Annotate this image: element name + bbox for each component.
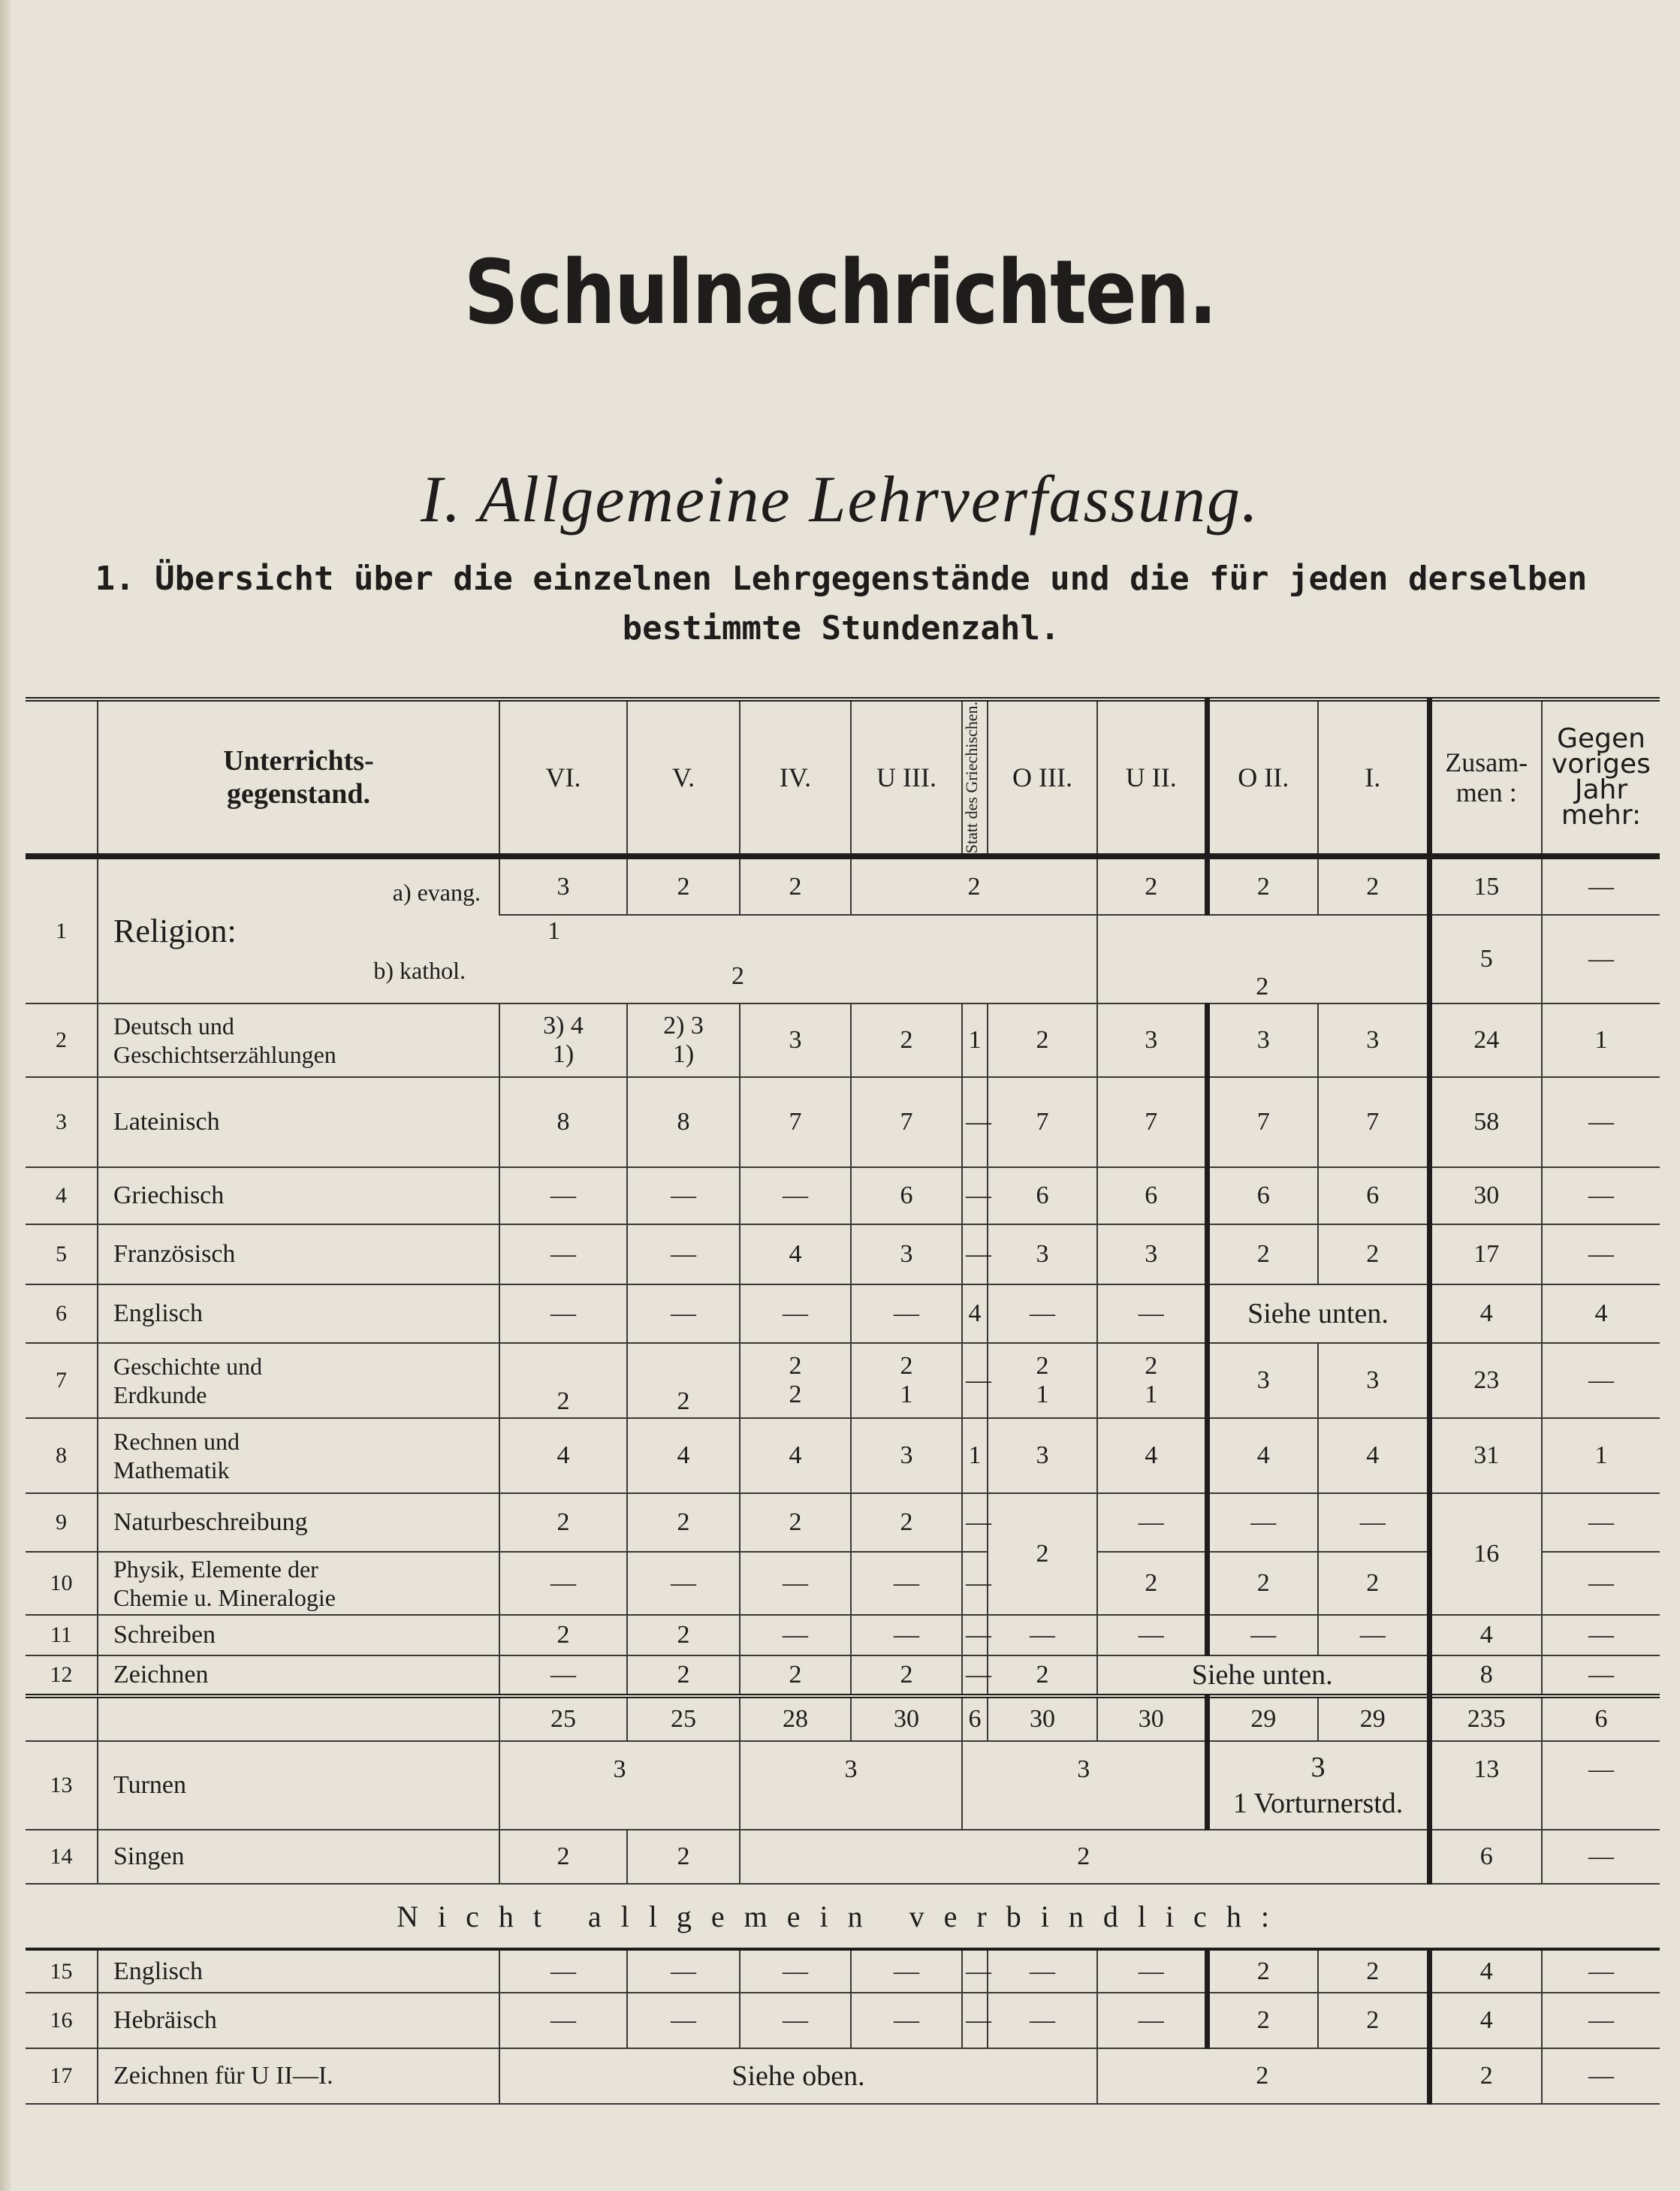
franz-oiii: 3 [988,1224,1097,1284]
griechisch-iv: — [740,1167,851,1224]
subject-cell: Englisch [98,1284,499,1343]
natur-iv: 2 [740,1493,851,1552]
hebr-vi: — [499,1993,627,2048]
hebr-diff: — [1542,1993,1660,2048]
table-row [26,2048,1660,2104]
englisch-vi: — [499,1284,627,1343]
turnen-iv-uiii: 3 [740,1741,962,1830]
opt-englisch-iv: — [740,1949,851,1993]
total-statt: 6 [962,1696,988,1741]
table-row [26,856,1660,915]
row-number: 8 [26,1418,98,1493]
latein-diff: — [1542,1077,1660,1167]
row-number: 12 [26,1655,98,1696]
row-number: 7 [26,1343,98,1418]
rechnen-statt: 1 [962,1418,988,1493]
kathol-lower [499,915,1097,1003]
zeichnen-ii-upper: 2 [1097,2048,1429,2104]
latein-uii: 7 [1097,1077,1207,1167]
evang-uiii-oiii: 2 [851,856,1097,915]
subject-cell: Schreiben [98,1615,499,1655]
physik-diff: — [1542,1552,1660,1615]
schreiben-uii: — [1097,1615,1207,1655]
natur-uiii: 2 [851,1493,962,1552]
turnen-oii-i: 3 1 Vorturnerstd. [1207,1741,1429,1830]
total-oii: 29 [1207,1696,1318,1741]
table-row [26,1077,1660,1167]
table-row [26,1615,1660,1655]
hebr-v: — [627,1993,740,2048]
zeichnen-ii-diff: — [1542,2048,1660,2104]
i-header: I. [1318,699,1429,856]
total-uii: 30 [1097,1696,1207,1741]
evang-i: 2 [1318,856,1429,915]
totals-nr [26,1696,98,1741]
franz-uii: 3 [1097,1224,1207,1284]
deutsch-iv: 3 [740,1003,851,1077]
zeichnen-iv: 2 [740,1655,851,1696]
rechnen-uii: 4 [1097,1418,1207,1493]
table-row [26,1830,1660,1884]
opt-englisch-oiii: — [988,1949,1097,1993]
religion-label: Religion: [113,912,237,949]
englisch-sum: 4 [1429,1284,1542,1343]
opt-englisch-uii: — [1097,1949,1207,1993]
englisch-uii: — [1097,1284,1207,1343]
singen-sum: 6 [1429,1830,1542,1884]
latein-vi: 8 [499,1077,627,1167]
uiii-header: U III. [851,699,962,856]
singen-diff: — [1542,1830,1660,1884]
griechisch-oii: 6 [1207,1167,1318,1224]
evang-oii: 2 [1207,856,1318,915]
physik-i: 2 [1318,1552,1429,1615]
table-row [26,1655,1660,1696]
physik-v: — [627,1552,740,1615]
row-number: 3 [26,1077,98,1167]
subject-cell [98,856,499,1003]
table-row [26,1949,1660,1993]
row-number: 6 [26,1284,98,1343]
griechisch-vi: — [499,1167,627,1224]
zusammen-header: Zusam- men : [1429,699,1542,856]
physik-uiii: — [851,1552,962,1615]
physik-oii: 2 [1207,1552,1318,1615]
franz-vi: — [499,1224,627,1284]
deutsch-v: 2) 3 1) [627,1003,740,1077]
hebr-oii: 2 [1207,1993,1318,2048]
uii-header: U II. [1097,699,1207,856]
natur-statt: — [962,1493,988,1552]
table-row [26,1741,1660,1830]
opt-englisch-sum: 4 [1429,1949,1542,1993]
rechnen-oii: 4 [1207,1418,1318,1493]
rechnen-oiii: 3 [988,1418,1097,1493]
turnen-diff: — [1542,1741,1660,1830]
evang-label: a) evang. [392,878,481,906]
table-row [26,1493,1660,1552]
row-number: 10 [26,1552,98,1615]
singen-vi: 2 [499,1830,627,1884]
total-sum: 235 [1429,1696,1542,1741]
rechnen-iv: 4 [740,1418,851,1493]
geschichte-uiii: 2 1 [851,1343,962,1418]
franz-sum: 17 [1429,1224,1542,1284]
schedule-table [26,697,1660,2105]
natur-physik-oiii: 2 [988,1493,1097,1615]
kathol-sum: 5 [1429,915,1542,1003]
total-v: 25 [627,1696,740,1741]
evang-sum: 15 [1429,856,1542,915]
subheading-line-1: 1. Übersicht über die einzelnen Lehrgegenstände und die für jeden derselben [95,560,1588,598]
totals-label [98,1696,499,1741]
subject-cell: Physik, Elemente der Chemie u. Mineralogie [98,1552,499,1615]
opt-englisch-statt: — [962,1949,988,1993]
schreiben-oii: — [1207,1615,1318,1655]
total-diff: 6 [1542,1696,1660,1741]
evang-diff: — [1542,856,1660,915]
kathol-label: b) kathol. [373,956,466,984]
opt-englisch-v: — [627,1949,740,1993]
rechnen-vi: 4 [499,1418,627,1493]
franz-uiii: 3 [851,1224,962,1284]
subject-cell: Zeichnen [98,1655,499,1696]
geschichte-sum: 23 [1429,1343,1542,1418]
oiii-header: O III. [988,699,1097,856]
deutsch-sum: 24 [1429,1003,1542,1077]
kathol-diff: — [1542,915,1660,1003]
subheading [90,554,1592,653]
hebr-uii: — [1097,1993,1207,2048]
schreiben-statt: — [962,1615,988,1655]
franz-iv: 4 [740,1224,851,1284]
englisch-uiii: — [851,1284,962,1343]
kathol-upper: 2 [1097,915,1429,1003]
subject-cell: Lateinisch [98,1077,499,1167]
vi-header: VI. [499,699,627,856]
row-number: 14 [26,1830,98,1884]
natur-vi: 2 [499,1493,627,1552]
nr-header [26,699,98,856]
total-vi: 25 [499,1696,627,1741]
schreiben-oiii: — [988,1615,1097,1655]
natur-i: — [1318,1493,1429,1552]
geschichte-oiii: 2 1 [988,1343,1097,1418]
subject-cell: Zeichnen für U II—I. [98,2048,499,2104]
griechisch-statt: — [962,1167,988,1224]
opt-englisch-i: 2 [1318,1949,1429,1993]
englisch-siehe-unten: Siehe unten. [1207,1284,1429,1343]
kathol-vi: 1 [547,917,560,946]
zeichnen-ii-siehe-oben: Siehe oben. [499,2048,1097,2104]
franz-v: — [627,1224,740,1284]
franz-statt: — [962,1224,988,1284]
opt-englisch-diff: — [1542,1949,1660,1993]
row-number: 9 [26,1493,98,1552]
deutsch-vi: 3) 4 1) [499,1003,627,1077]
hebr-uiii: — [851,1993,962,2048]
physik-statt: — [962,1552,988,1615]
griechisch-sum: 30 [1429,1167,1542,1224]
latein-iv: 7 [740,1077,851,1167]
subject-cell: Naturbeschreibung [98,1493,499,1552]
iv-header: IV. [740,699,851,856]
griechisch-oiii: 6 [988,1167,1097,1224]
subject-cell: Englisch [98,1949,499,1993]
subject-cell: Turnen [98,1741,499,1830]
statt-label: Statt des Griechischen. [962,702,981,854]
zeichnen-oiii: 2 [988,1655,1097,1696]
griechisch-diff: — [1542,1167,1660,1224]
subject-cell: Singen [98,1830,499,1884]
latein-sum: 58 [1429,1077,1542,1167]
zeichnen-uiii: 2 [851,1655,962,1696]
optional-note: Nicht allgemein verbindlich: [26,1884,1660,1949]
geschichte-i: 3 [1318,1343,1429,1418]
header-row [26,699,1660,856]
subject-header: Unterrichts- gegenstand. [98,699,499,856]
deutsch-oii: 3 [1207,1003,1318,1077]
table-row [26,1418,1660,1493]
turnen-vi-v: 3 [499,1741,740,1830]
total-i: 29 [1318,1696,1429,1741]
hebr-sum: 4 [1429,1993,1542,2048]
table-row [26,1284,1660,1343]
subject-cell: Deutsch und Geschichtserzählungen [98,1003,499,1077]
row-number: 1 [26,856,98,1003]
total-uiii: 30 [851,1696,962,1741]
natur-uii: — [1097,1493,1207,1552]
franz-i: 2 [1318,1224,1429,1284]
subject-cell: Französisch [98,1224,499,1284]
section-heading: I. Allgemeine Lehrverfassung. [420,463,1260,536]
zeichnen-vi: — [499,1655,627,1696]
total-iv: 28 [740,1696,851,1741]
zeichnen-v: 2 [627,1655,740,1696]
schreiben-diff: — [1542,1615,1660,1655]
englisch-statt: 4 [962,1284,988,1343]
row-number: 2 [26,1003,98,1077]
optional-note-row [26,1884,1660,1949]
latein-statt: — [962,1077,988,1167]
total-oiii: 30 [988,1696,1097,1741]
hebr-i: 2 [1318,1993,1429,2048]
deutsch-statt: 1 [962,1003,988,1077]
deutsch-i: 3 [1318,1003,1429,1077]
opt-englisch-vi: — [499,1949,627,1993]
englisch-diff: 4 [1542,1284,1660,1343]
rechnen-v: 4 [627,1418,740,1493]
statt-header [962,699,988,856]
row-number: 4 [26,1167,98,1224]
subject-cell: Geschichte und Erdkunde [98,1343,499,1418]
latein-oiii: 7 [988,1077,1097,1167]
griechisch-uiii: 6 [851,1167,962,1224]
geschichte-uii: 2 1 [1097,1343,1207,1418]
schreiben-sum: 4 [1429,1615,1542,1655]
row-number: 11 [26,1615,98,1655]
hebr-statt: — [962,1993,988,2048]
rechnen-uiii: 3 [851,1418,962,1493]
griechisch-uii: 6 [1097,1167,1207,1224]
natur-oii: — [1207,1493,1318,1552]
schreiben-i: — [1318,1615,1429,1655]
rechnen-sum: 31 [1429,1418,1542,1493]
geschichte-oii: 3 [1207,1343,1318,1418]
schreiben-v: 2 [627,1615,740,1655]
turnen-sum: 13 [1429,1741,1542,1830]
singen-iv-i: 2 [740,1830,1429,1884]
geschichte-diff: — [1542,1343,1660,1418]
schreiben-iv: — [740,1615,851,1655]
totals-row [26,1696,1660,1741]
evang-iv: 2 [740,856,851,915]
zeichnen-diff: — [1542,1655,1660,1696]
turnen-oiii-uii: 3 [962,1741,1207,1830]
schreiben-vi: 2 [499,1615,627,1655]
row-number: 16 [26,1993,98,2048]
row-number: 13 [26,1741,98,1830]
zeichnen-siehe-unten: Siehe unten. [1097,1655,1429,1696]
franz-diff: — [1542,1224,1660,1284]
kathol-lower-value: 2 [731,962,744,991]
evang-uii: 2 [1097,856,1207,915]
evang-vi: 3 [499,856,627,915]
geschichte-iv: 2 2 [740,1343,851,1418]
latein-uiii: 7 [851,1077,962,1167]
physik-vi: — [499,1552,627,1615]
geschichte-vi: 2 [499,1343,627,1418]
page-edge [0,0,11,2191]
v-header: V. [627,699,740,856]
englisch-oiii: — [988,1284,1097,1343]
table-row [26,1167,1660,1224]
latein-oii: 7 [1207,1077,1318,1167]
evang-v: 2 [627,856,740,915]
deutsch-diff: 1 [1542,1003,1660,1077]
deutsch-uiii: 2 [851,1003,962,1077]
rechnen-i: 4 [1318,1418,1429,1493]
latein-v: 8 [627,1077,740,1167]
table-row [26,1343,1660,1418]
physik-iv: — [740,1552,851,1615]
franz-oii: 2 [1207,1224,1318,1284]
subject-cell: Griechisch [98,1167,499,1224]
oii-header: O II. [1207,699,1318,856]
natur-v: 2 [627,1493,740,1552]
griechisch-i: 6 [1318,1167,1429,1224]
zeichnen-statt: — [962,1655,988,1696]
rechnen-diff: 1 [1542,1418,1660,1493]
row-number: 5 [26,1224,98,1284]
opt-englisch-uiii: — [851,1949,962,1993]
subheading-line-2: bestimmte Stundenzahl. [622,609,1060,647]
physik-uii: 2 [1097,1552,1207,1615]
zeichnen-ii-sum: 2 [1429,2048,1542,2104]
table-row [26,1552,1660,1615]
subject-cell: Hebräisch [98,1993,499,2048]
singen-v: 2 [627,1830,740,1884]
table-row [26,1993,1660,2048]
hebr-oiii: — [988,1993,1097,2048]
subject-cell: Rechnen und Mathematik [98,1418,499,1493]
schreiben-uiii: — [851,1615,962,1655]
deutsch-uii: 3 [1097,1003,1207,1077]
geschichte-v: 2 [627,1343,740,1418]
latein-i: 7 [1318,1077,1429,1167]
gegen-header: Gegen voriges Jahr mehr: [1542,699,1660,856]
natur-physik-sum: 16 [1429,1493,1542,1615]
geschichte-statt: — [962,1343,988,1418]
englisch-iv: — [740,1284,851,1343]
griechisch-v: — [627,1167,740,1224]
row-number: 17 [26,2048,98,2104]
englisch-v: — [627,1284,740,1343]
hebr-iv: — [740,1993,851,2048]
table-row [26,1003,1660,1077]
zeichnen-sum: 8 [1429,1655,1542,1696]
opt-englisch-oii: 2 [1207,1949,1318,1993]
page-title: Schulnachrichten. [463,240,1217,344]
natur-diff: — [1542,1493,1660,1552]
row-number: 15 [26,1949,98,1993]
table-row [26,1224,1660,1284]
deutsch-oiii: 2 [988,1003,1097,1077]
